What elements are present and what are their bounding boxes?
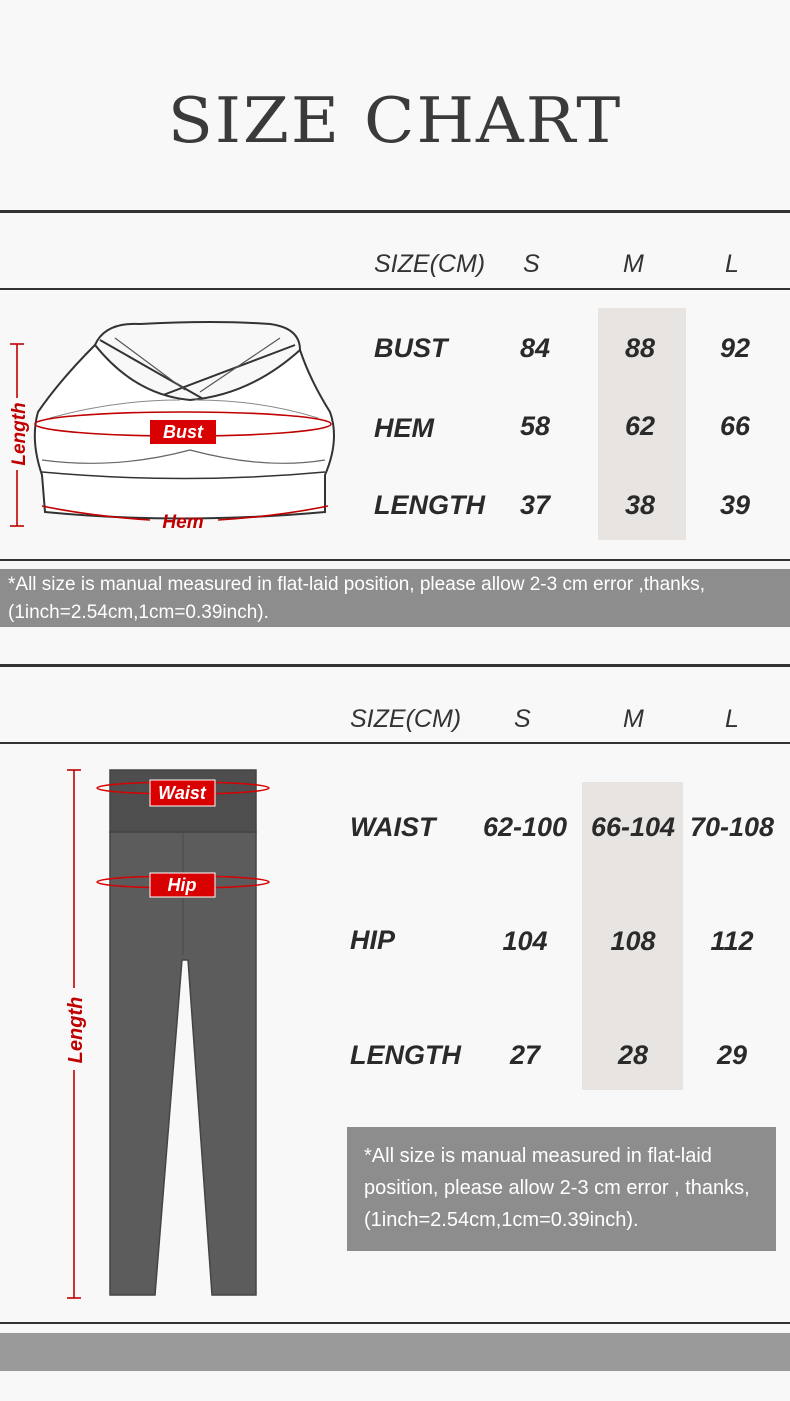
bottom-row-hip-label: HIP: [350, 925, 396, 955]
bottom-table-rule-top: [0, 664, 790, 667]
page-title: SIZE CHART: [167, 83, 623, 158]
top-row-hem-l: 66: [719, 411, 751, 441]
bottom-length-label: Length: [65, 996, 87, 1064]
bottom-table-rule-bottom: [0, 1322, 790, 1324]
footer-bar: [0, 1333, 790, 1371]
top-row-hem-m: 62: [624, 411, 656, 441]
bottom-header-l: L: [725, 705, 739, 733]
bottom-row-length-label: LENGTH: [350, 1040, 461, 1070]
top-row-hem-s: 58: [519, 411, 551, 441]
top-table-rule-header: [0, 288, 790, 290]
top-row-bust-s: 84: [519, 333, 551, 363]
top-header-s: S: [523, 250, 540, 278]
bottom-row-length-s: 27: [509, 1040, 541, 1070]
bottom-row-hip-m: 108: [610, 926, 656, 956]
leggings-diagram: [40, 760, 290, 1305]
bottom-row-waist-l: 70-108: [689, 812, 775, 842]
top-length-label: Length: [9, 402, 30, 466]
top-row-length-l: 39: [719, 490, 751, 520]
bottom-header-s: S: [514, 705, 531, 733]
bottom-row-length-l: 29: [716, 1040, 748, 1070]
bra-diagram: [0, 300, 360, 550]
bottom-header-size: SIZE(CM): [350, 705, 462, 733]
top-row-hem-label: HEM: [374, 413, 434, 443]
top-note: *All size is manual measured in flat-laid position, please allow 2-3 cm error ,thanks, (1inch=2.54cm,1cm=0.39inch).: [0, 569, 790, 627]
top-table-rule-bottom: [0, 559, 790, 561]
waist-tag-label: Waist: [158, 783, 206, 803]
top-row-length-m: 38: [624, 490, 656, 520]
bottom-row-length-m: 28: [617, 1040, 649, 1070]
top-row-length-label: LENGTH: [374, 490, 485, 520]
top-table-rule-top: [0, 210, 790, 213]
top-header-l: L: [725, 250, 739, 278]
bust-tag-label: Bust: [163, 422, 203, 442]
top-header-size: SIZE(CM): [374, 250, 486, 278]
bottom-row-hip-s: 104: [502, 926, 548, 956]
bottom-row-waist-label: WAIST: [350, 812, 436, 842]
top-row-bust-label: BUST: [374, 333, 448, 363]
bottom-note: *All size is manual measured in flat-laid position, please allow 2-3 cm error , thanks, (1inch=2.54cm,1cm=0.39inch).: [347, 1127, 776, 1251]
hem-label: Hem: [162, 512, 204, 533]
top-row-bust-l: 92: [719, 333, 751, 363]
hip-tag-label: Hip: [167, 875, 197, 895]
top-row-bust-m: 88: [624, 333, 656, 363]
bottom-header-m: M: [623, 705, 644, 733]
top-row-length-s: 37: [519, 490, 551, 520]
bottom-row-waist-m: 66-104: [590, 812, 676, 842]
bottom-table-rule-header: [0, 742, 790, 744]
bottom-row-waist-s: 62-100: [482, 812, 568, 842]
top-header-m: M: [623, 250, 644, 278]
bottom-row-hip-l: 112: [710, 926, 754, 956]
